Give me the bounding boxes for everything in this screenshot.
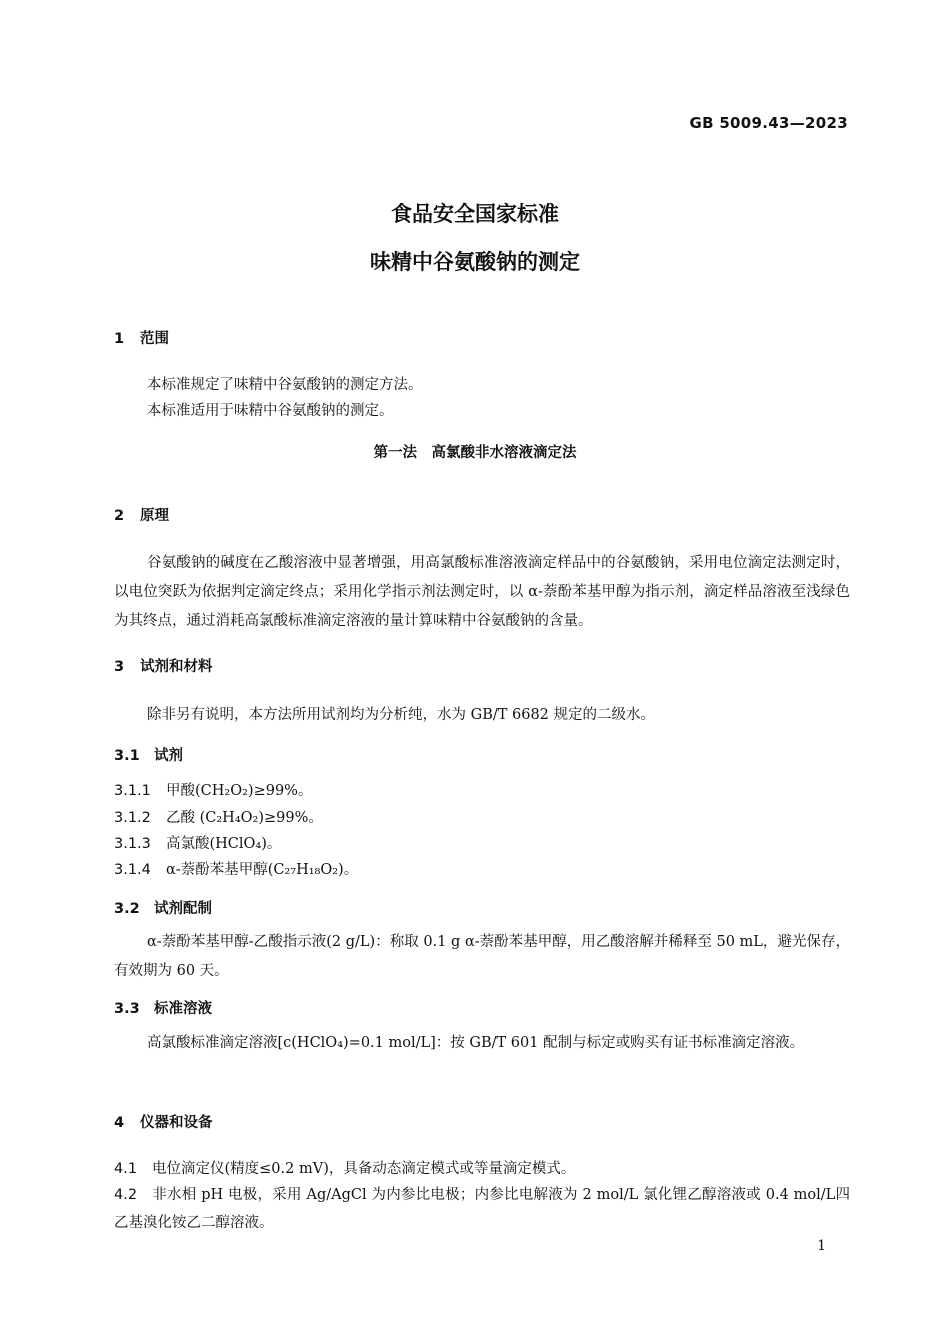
section-3-paragraph: 除非另有说明，本方法所用试剂均为分析纯，水为 GB/T 6682 规定的二级水。 — [147, 707, 656, 723]
section-title: 标准溶液 — [154, 1001, 212, 1017]
section-title: 范围 — [140, 331, 169, 347]
section-1-paragraph-1: 本标准规定了味精中谷氨酸钠的测定方法。 — [147, 377, 423, 393]
section-number: 3 — [114, 659, 125, 675]
section-4-heading — [114, 1111, 213, 1132]
section-number: 3.2 — [114, 901, 140, 917]
equipment-item — [114, 1155, 850, 1183]
section-1-heading — [114, 327, 169, 348]
section-3-3-paragraph: 高氯酸标准滴定溶液[c(HClO₄)=0.1 mol/L]：按 GB/T 601 配制与标定或购买有证书标准滴定溶液。 — [147, 1035, 805, 1051]
section-3-2-heading — [114, 897, 212, 918]
section-title: 原理 — [140, 508, 169, 524]
section-3-2-paragraph: α-萘酚苯基甲醇-乙酸指示液(2 g/L)：称取 0.1 g α-萘酚苯基甲醇，用乙酸溶解并稀释至 50 mL，避光保存，有效期为 60 天。 — [114, 934, 850, 979]
reagent-item — [114, 806, 323, 827]
item-number: 3.1.2 — [114, 810, 151, 826]
section-number: 3.3 — [114, 1001, 140, 1017]
item-text: α-萘酚苯基甲醇(C₂₇H₁₈O₂)。 — [166, 862, 359, 878]
item-text: 非水相 pH 电极，采用 Ag/AgCl 为内参比电极；内参比电解液为 2 mol/L 氯化锂乙醇溶液或 0.4 mol/L四乙基溴化铵乙二醇溶液。 — [114, 1187, 850, 1231]
section-number: 1 — [114, 331, 125, 347]
section-number: 2 — [114, 508, 125, 524]
item-text: 甲酸(CH₂O₂)≥99%。 — [166, 783, 313, 799]
section-3-1-heading — [114, 744, 183, 765]
section-title: 试剂配制 — [154, 901, 212, 917]
section-title: 仪器和设备 — [140, 1115, 213, 1131]
method-1-heading: 第一法 高氯酸非水溶液滴定法 — [373, 445, 577, 461]
section-3-3-heading — [114, 997, 212, 1018]
section-1-paragraph-2: 本标准适用于味精中谷氨酸钠的测定。 — [147, 403, 394, 419]
item-number: 3.1.1 — [114, 783, 151, 799]
section-title: 试剂和材料 — [140, 659, 213, 675]
item-number: 4.2 — [114, 1187, 138, 1203]
section-title: 试剂 — [154, 748, 183, 764]
item-text: 乙酸 (C₂H₄O₂)≥99%。 — [166, 810, 323, 826]
reagent-item — [114, 832, 281, 853]
item-number: 4.1 — [114, 1161, 138, 1177]
section-2-heading — [114, 504, 169, 525]
item-number: 3.1.3 — [114, 836, 151, 852]
item-text: 电位滴定仪(精度≤0.2 mV)，具备动态滴定模式或等量滴定模式。 — [152, 1161, 576, 1177]
section-number: 4 — [114, 1115, 125, 1131]
equipment-item — [114, 1181, 850, 1237]
reagent-item — [114, 779, 312, 800]
section-2-paragraph: 谷氨酸钠的碱度在乙酸溶液中显著增强，用高氯酸标准溶液滴定样品中的谷氨酸钠，采用电位滴定法测定时，以电位突跃为依据判定滴定终点；采用化学指示剂法测定时，以 α-萘酚苯基甲醇为指示剂，滴定样品溶液至浅绿色为其终点，通过消耗高氯酸标准滴定溶液的量计算味精中谷氨酸钠的含量。 — [114, 555, 850, 629]
reagent-item — [114, 858, 358, 879]
section-3-heading — [114, 655, 213, 676]
item-number: 3.1.4 — [114, 862, 151, 878]
section-number: 3.1 — [114, 748, 140, 764]
page-number: 1 — [817, 1238, 826, 1254]
document-title-line2: 味精中谷氨酸钠的测定 — [370, 250, 580, 274]
document-title-line1: 食品安全国家标准 — [391, 202, 559, 226]
standard-code: GB 5009.43—2023 — [689, 114, 848, 132]
item-text: 高氯酸(HClO₄)。 — [166, 836, 282, 852]
